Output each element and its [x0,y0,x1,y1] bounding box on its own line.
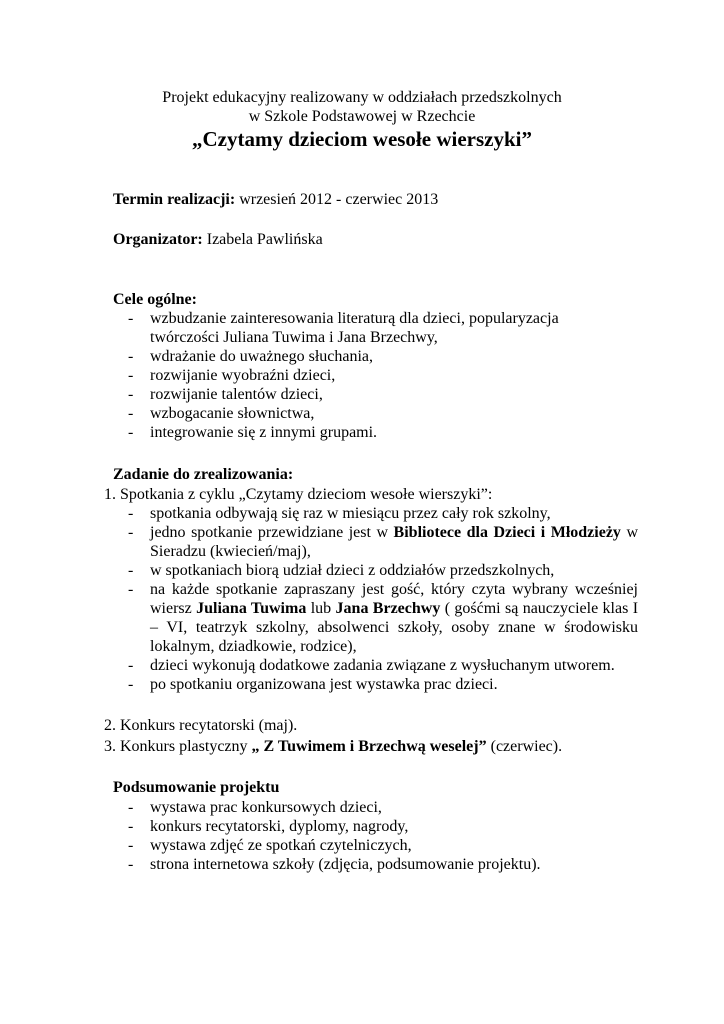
cele-list [113,309,593,442]
item-number: 2. [104,717,116,734]
cele-heading: Cele ogólne: [113,291,197,308]
zadanie-item-3 [104,737,562,756]
zadanie-item-1 [104,485,492,504]
project-title: „Czytamy dzieciom wesołe wierszyki” [192,127,532,151]
podsumowanie-list [113,798,633,874]
item-text: Konkurs plastyczny [120,738,248,755]
item-text: (czerwiec). [490,738,563,755]
list-item: - konkurs recytatorski, dyplomy, nagrody, [113,817,633,836]
organizator-value: Izabela Pawlińska [206,231,323,248]
zadanie-item-2 [104,716,297,735]
termin-field [113,190,438,209]
termin-label: Termin realizacji: [113,191,236,208]
item-text: Spotkania z cyklu „Czytamy dzieciom wesołe wierszyki”: [120,486,493,503]
list-item: - rozwijanie talentów dzieci, [113,385,593,404]
author-tuwim: Juliana Tuwima [196,600,307,617]
termin-value: wrzesień 2012 - czerwiec 2013 [239,191,439,208]
list-item: - wzbogacanie słownictwa, [113,404,593,423]
organizator-field [113,230,323,249]
list-item-text: na każde spotkanie zapraszany jest gość, który czyta wybrany wcześniej wiersz [150,581,638,617]
list-item: - spotkania odbywają się raz w miesiącu przez cały rok szkolny, [113,504,638,523]
list-item: - strona internetowa szkoły (zdjęcia, podsumowanie projektu). [113,855,633,874]
item-number: 3. [104,738,116,755]
item-number: 1. [104,486,116,503]
zadanie-heading: Zadanie do zrealizowania: [113,466,294,483]
list-item: - w spotkaniach biorą udział dzieci z oddziałów przedszkolnych, [113,561,638,580]
list-item: - wystawa zdjęć ze spotkań czytelniczych, [113,836,633,855]
list-item-text: w Sieradzu (kwiecień/maj), [150,524,639,560]
list-item-text: lub [310,600,332,617]
contest-title: „ Z Tuwimem i Brzechwą weselej” [251,738,487,755]
list-item: - wdrażanie do uważnego słuchania, [113,347,593,366]
item-text: Konkurs recytatorski (maj). [120,717,298,734]
list-item-text: ( gośćmi są nauczyciele klas I – VI, teatrzyk szkolny, absolwenci szkoły, osoby znane w środowisku lokalnym, dziadkowie, rodzice), [150,600,639,655]
library-name: Bibliotece dla Dzieci i Młodzieży [393,524,621,541]
organizator-label: Organizator: [113,231,203,248]
spotkania-list [113,504,638,694]
author-brzechwa: Jana Brzechwy [335,600,441,617]
list-item: - wzbudzanie zainteresowania literaturą dla dzieci, popularyzacja twórczości Juliana Tuwima i Jana Brzechwy, [113,309,593,347]
list-item: - po spotkaniu organizowana jest wystawka prac dzieci. [113,675,638,694]
list-item-text: jedno spotkanie przewidziane jest w [150,524,389,541]
podsumowanie-heading: Podsumowanie projektu [113,779,280,796]
list-item: - integrowanie się z innymi grupami. [113,423,593,442]
list-item [113,580,638,656]
list-item [113,523,638,561]
list-item: - dzieci wykonują dodatkowe zadania związane z wysłuchanym utworem. [113,656,638,675]
header-line-2: w Szkole Podstawowej w Rzechcie [248,108,476,125]
header-line-1: Projekt edukacyjny realizowany w oddziałach przedszkolnych [162,89,562,106]
document-header [0,88,724,152]
list-item: - rozwijanie wyobraźni dzieci, [113,366,593,385]
list-item: - wystawa prac konkursowych dzieci, [113,798,633,817]
